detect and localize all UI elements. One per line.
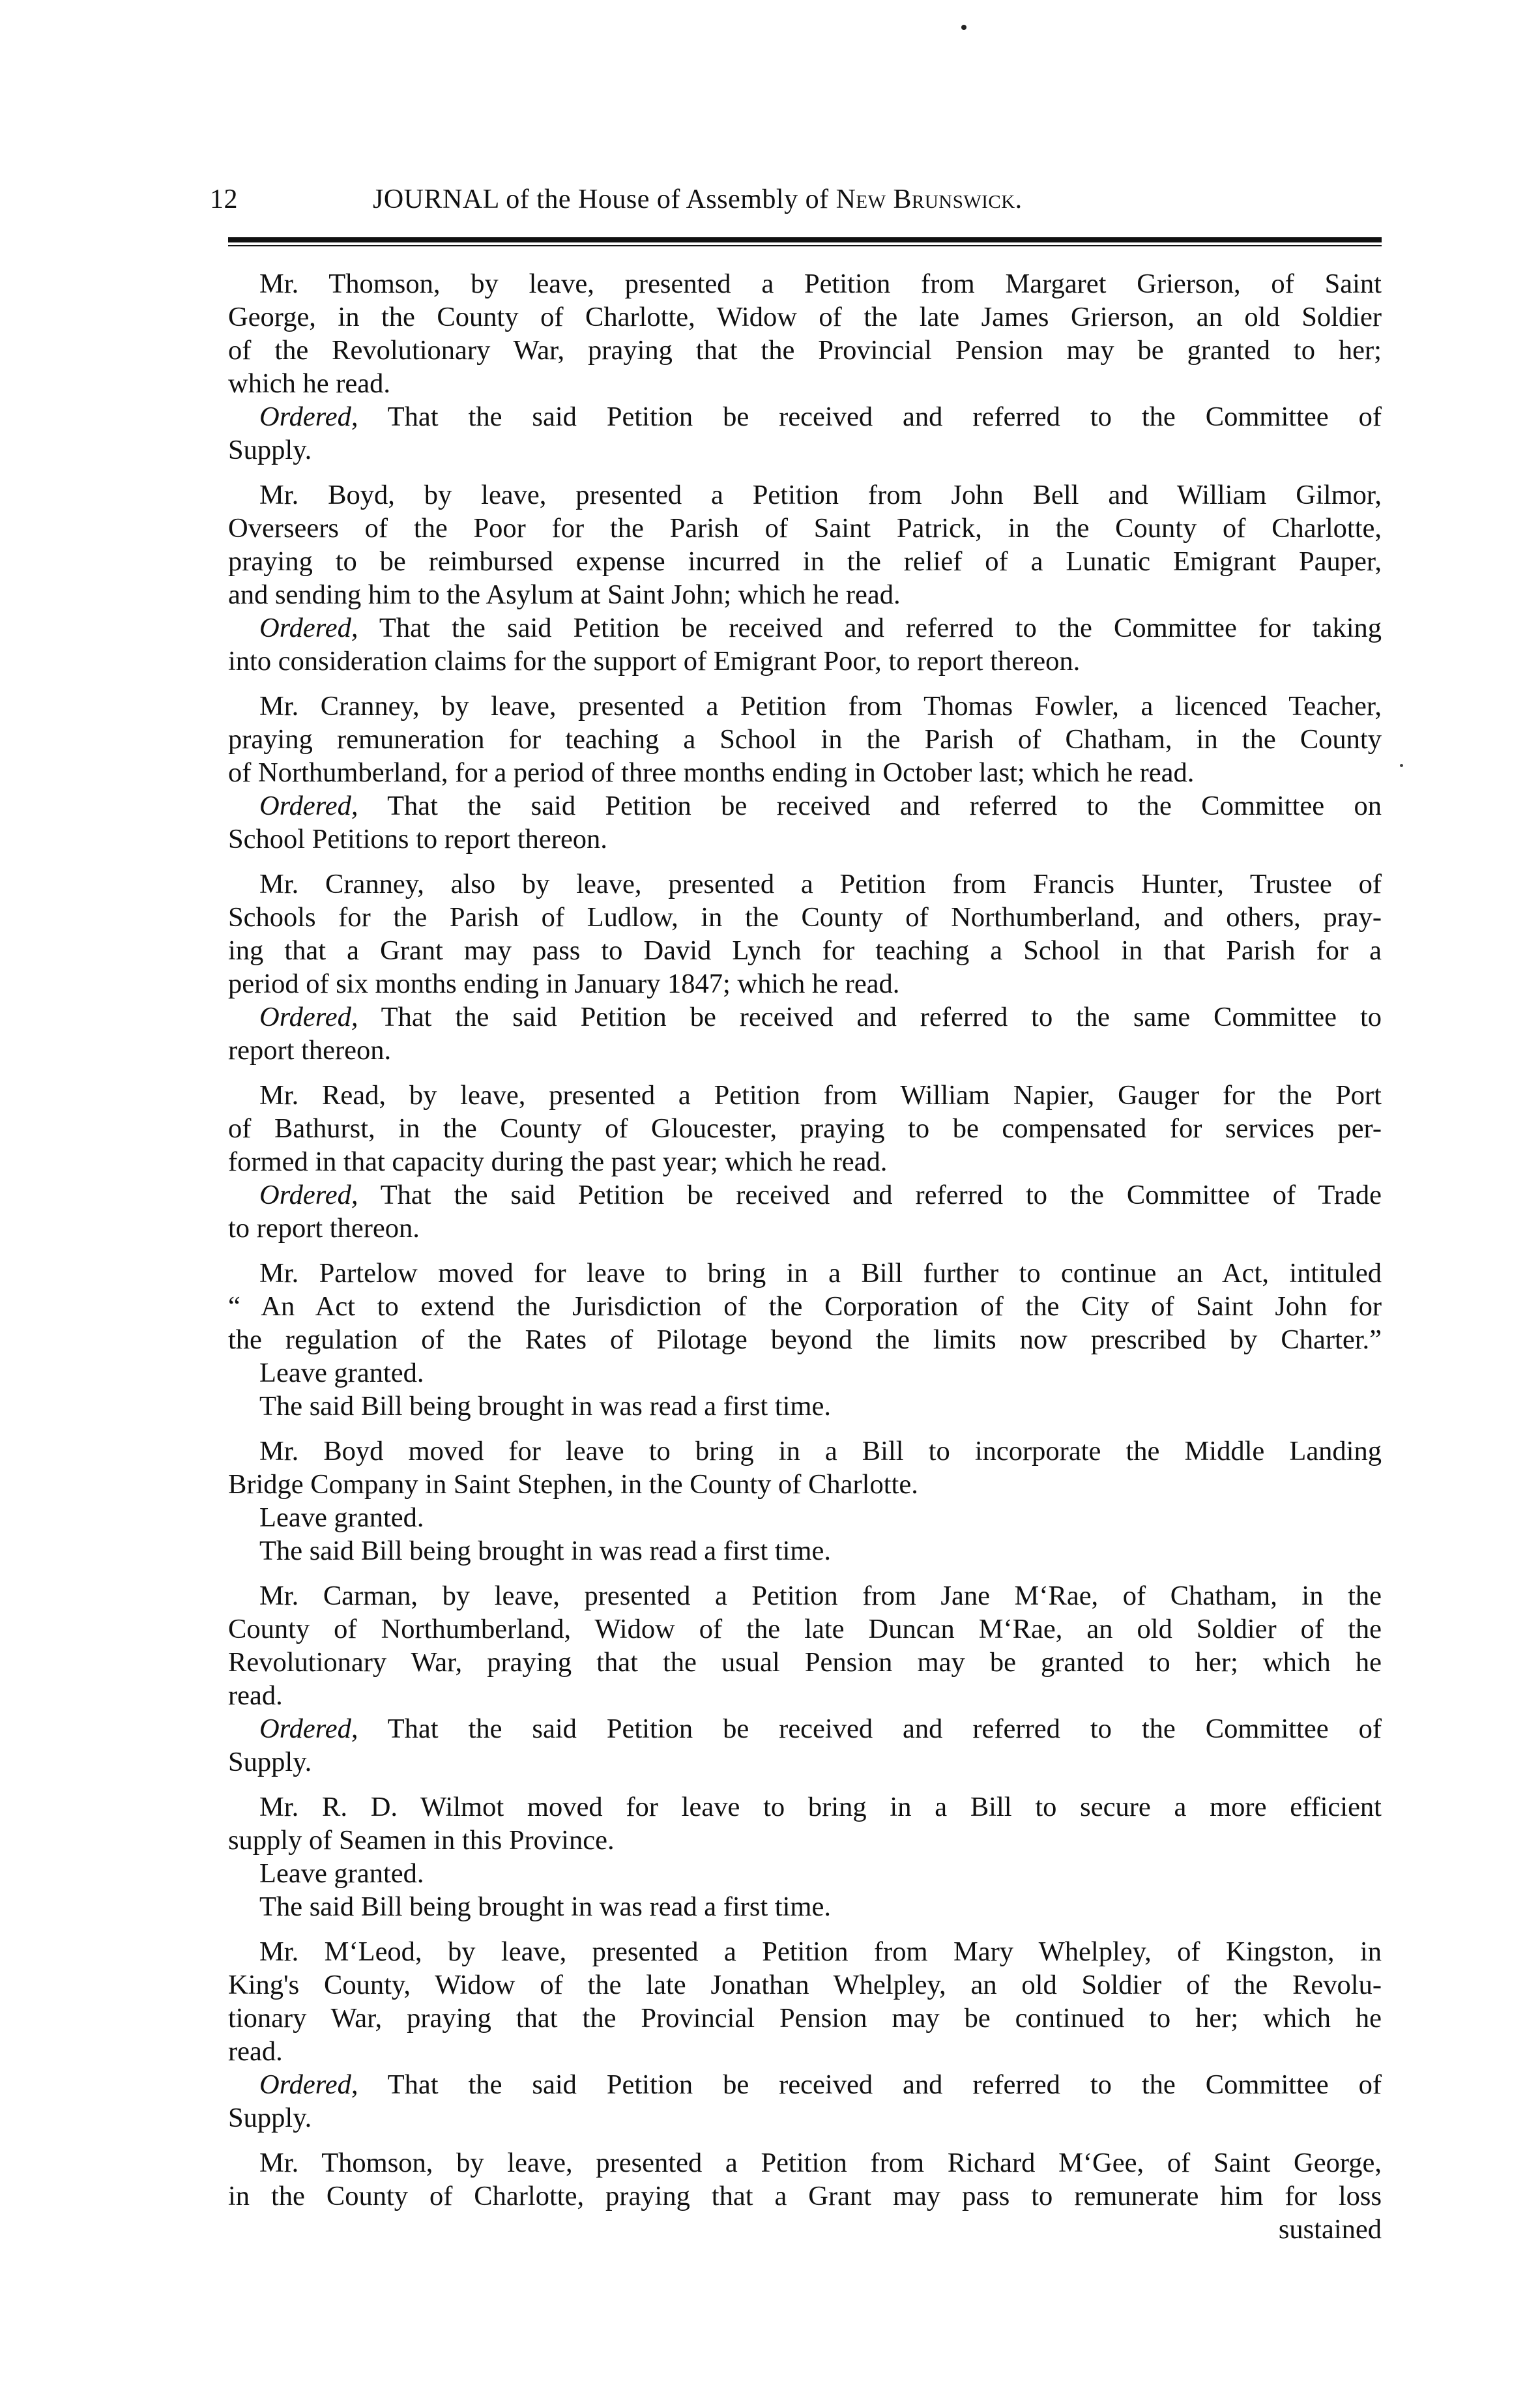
journal-entry xyxy=(228,1257,1382,1423)
ordered-label: Ordered, xyxy=(259,1714,358,1744)
entry-line: read. xyxy=(228,1680,283,1711)
entry-line: of the Revolutionary War, praying that the Provincial Pension may be granted to her; xyxy=(228,335,1382,366)
entry-line: ing that a Grant may pass to David Lynch for teaching a School in that Parish for a xyxy=(228,935,1382,966)
entry-line: Mr. Cranney, also by leave, presented a Petition from Francis Hunter, Trustee of xyxy=(259,869,1382,899)
entry-line: King's County, Widow of the late Jonathan Whelpley, an old Soldier of the Revolu- xyxy=(228,1970,1382,2000)
order-text: That the said Petition be received and referred to the Committee of xyxy=(358,1714,1382,1744)
journal-entry xyxy=(228,1790,1382,1923)
order-line xyxy=(228,400,1382,433)
entry-line: Mr. R. D. Wilmot moved for leave to bring in a Bill to secure a more efficient xyxy=(259,1792,1382,1822)
entry-line: period of six months ending in January 1847; which he read. xyxy=(228,969,900,999)
order-line xyxy=(228,1000,1382,1034)
journal-entry xyxy=(228,2146,1382,2246)
order-line xyxy=(228,1712,1382,1745)
ordered-label: Ordered, xyxy=(259,2069,358,2100)
entry-line: Bridge Company in Saint Stephen, in the County of Charlotte. xyxy=(228,1469,918,1500)
entry-line: in the County of Charlotte, praying that a Grant may pass to remunerate him for loss xyxy=(228,2181,1382,2211)
order-line xyxy=(228,789,1382,823)
order-line: to report thereon. xyxy=(228,1213,420,1244)
journal-entry xyxy=(228,1935,1382,2135)
entry-line: Leave granted. xyxy=(259,1502,424,1533)
entry-line: of Bathurst, in the County of Gloucester, praying to be compensated for services per- xyxy=(228,1113,1382,1144)
entry-line: “ An Act to extend the Jurisdiction of the Corporation of the City of Saint John for xyxy=(228,1291,1382,1322)
order-line xyxy=(228,2068,1382,2101)
ordered-label: Ordered, xyxy=(259,613,358,643)
order-line: Supply. xyxy=(228,2103,312,2133)
entry-line: Leave granted. xyxy=(259,1858,424,1889)
entry-line: of Northumberland, for a period of three months ending in October last; which he read. xyxy=(228,757,1195,788)
running-title xyxy=(373,184,1023,215)
order-text: That the said Petition be received and referred to the same Committee to xyxy=(358,1002,1382,1032)
entry-line: formed in that capacity during the past year; which he read. xyxy=(228,1146,888,1177)
entry-line: Revolutionary War, praying that the usual Pension may be granted to her; which he xyxy=(228,1647,1382,1678)
journal-body xyxy=(228,267,1382,2258)
ordered-label: Ordered, xyxy=(259,791,358,821)
page-number: 12 xyxy=(210,184,238,214)
journal-entry xyxy=(228,690,1382,856)
entry-line: Leave granted. xyxy=(259,1358,424,1388)
entry-line: tionary War, praying that the Provincial Pension may be continued to her; which he xyxy=(228,2003,1382,2034)
entry-line: The said Bill being brought in was read a first time. xyxy=(259,1891,831,1922)
entry-line: praying to be reimbursed expense incurred in the relief of a Lunatic Emigrant Pauper, xyxy=(228,546,1382,577)
print-speck xyxy=(961,25,966,30)
order-line: report thereon. xyxy=(228,1035,392,1066)
entry-line: Mr. Thomson, by leave, presented a Petition from Richard M‘Gee, of Saint George, xyxy=(259,2148,1382,2178)
entry-line: Mr. Thomson, by leave, presented a Petition from Margaret Grierson, of Saint xyxy=(259,269,1382,299)
entry-line: Schools for the Parish of Ludlow, in the County of Northumberland, and others, pray- xyxy=(228,902,1382,933)
order-line xyxy=(228,611,1382,645)
order-text: That the said Petition be received and referred to the Committee on xyxy=(358,791,1382,821)
journal-entry xyxy=(228,1579,1382,1779)
entry-line: Mr. Read, by leave, presented a Petition from William Napier, Gauger for the Port xyxy=(259,1080,1382,1111)
entry-line: The said Bill being brought in was read a first time. xyxy=(259,1536,831,1566)
order-text: That the said Petition be received and referred to the Committee of xyxy=(358,401,1382,432)
catchword: sustained xyxy=(1278,2214,1382,2245)
entry-line: Mr. Carman, by leave, presented a Petition from Jane M‘Rae, of Chatham, in the xyxy=(259,1581,1382,1611)
entry-line: supply of Seamen in this Province. xyxy=(228,1825,615,1856)
order-line: Supply. xyxy=(228,1747,312,1777)
journal-entry xyxy=(228,1079,1382,1245)
ordered-label: Ordered, xyxy=(259,401,358,432)
entry-line: the regulation of the Rates of Pilotage beyond the limits now prescribed by Charter.” xyxy=(228,1324,1382,1355)
journal-entry xyxy=(228,267,1382,467)
order-line xyxy=(228,1178,1382,1212)
ordered-label: Ordered, xyxy=(259,1002,358,1032)
entry-line: Mr. M‘Leod, by leave, presented a Petition from Mary Whelpley, of Kingston, in xyxy=(259,1936,1382,1967)
journal-entry xyxy=(228,1435,1382,1568)
entry-line: praying remuneration for teaching a School in the Parish of Chatham, in the County xyxy=(228,724,1382,755)
entry-line: Mr. Boyd, by leave, presented a Petition from John Bell and William Gilmor, xyxy=(259,480,1382,510)
order-text: That the said Petition be received and referred to the Committee of xyxy=(358,2069,1382,2100)
order-line: Supply. xyxy=(228,435,312,465)
entry-line: Mr. Cranney, by leave, presented a Petition from Thomas Fowler, a licenced Teacher, xyxy=(259,691,1382,722)
entry-line: County of Northumberland, Widow of the late Duncan M‘Rae, an old Soldier of the xyxy=(228,1614,1382,1644)
entry-line: George, in the County of Charlotte, Widow of the late James Grierson, an old Soldier xyxy=(228,302,1382,332)
ordered-label: Ordered, xyxy=(259,1180,358,1210)
entry-line: Mr. Partelow moved for leave to bring in a Bill further to continue an Act, intituled xyxy=(259,1258,1382,1289)
journal-entry xyxy=(228,478,1382,678)
entry-line: Overseers of the Poor for the Parish of Saint Patrick, in the County of Charlotte, xyxy=(228,513,1382,544)
running-title-prefix: JOURNAL of the House of Assembly of xyxy=(373,184,836,214)
order-line: into consideration claims for the support of Emigrant Poor, to report thereon. xyxy=(228,646,1081,677)
order-text: That the said Petition be received and referred to the Committee for taking xyxy=(358,613,1382,643)
running-header xyxy=(210,184,1396,229)
order-line: School Petitions to report thereon. xyxy=(228,824,607,854)
header-rule-thin xyxy=(228,245,1382,246)
header-rule-thick xyxy=(228,237,1382,242)
journal-entry xyxy=(228,868,1382,1067)
entry-line: which he read. xyxy=(228,368,390,399)
entry-line: and sending him to the Asylum at Saint John; which he read. xyxy=(228,579,901,610)
entry-line: The said Bill being brought in was read a first time. xyxy=(259,1391,831,1422)
entry-line: read. xyxy=(228,2036,283,2067)
order-text: That the said Petition be received and referred to the Committee of Trade xyxy=(358,1180,1382,1210)
running-title-province: New Brunswick. xyxy=(835,184,1023,214)
entry-line: Mr. Boyd moved for leave to bring in a Bill to incorporate the Middle Landing xyxy=(259,1436,1382,1466)
print-speck xyxy=(1400,764,1403,767)
